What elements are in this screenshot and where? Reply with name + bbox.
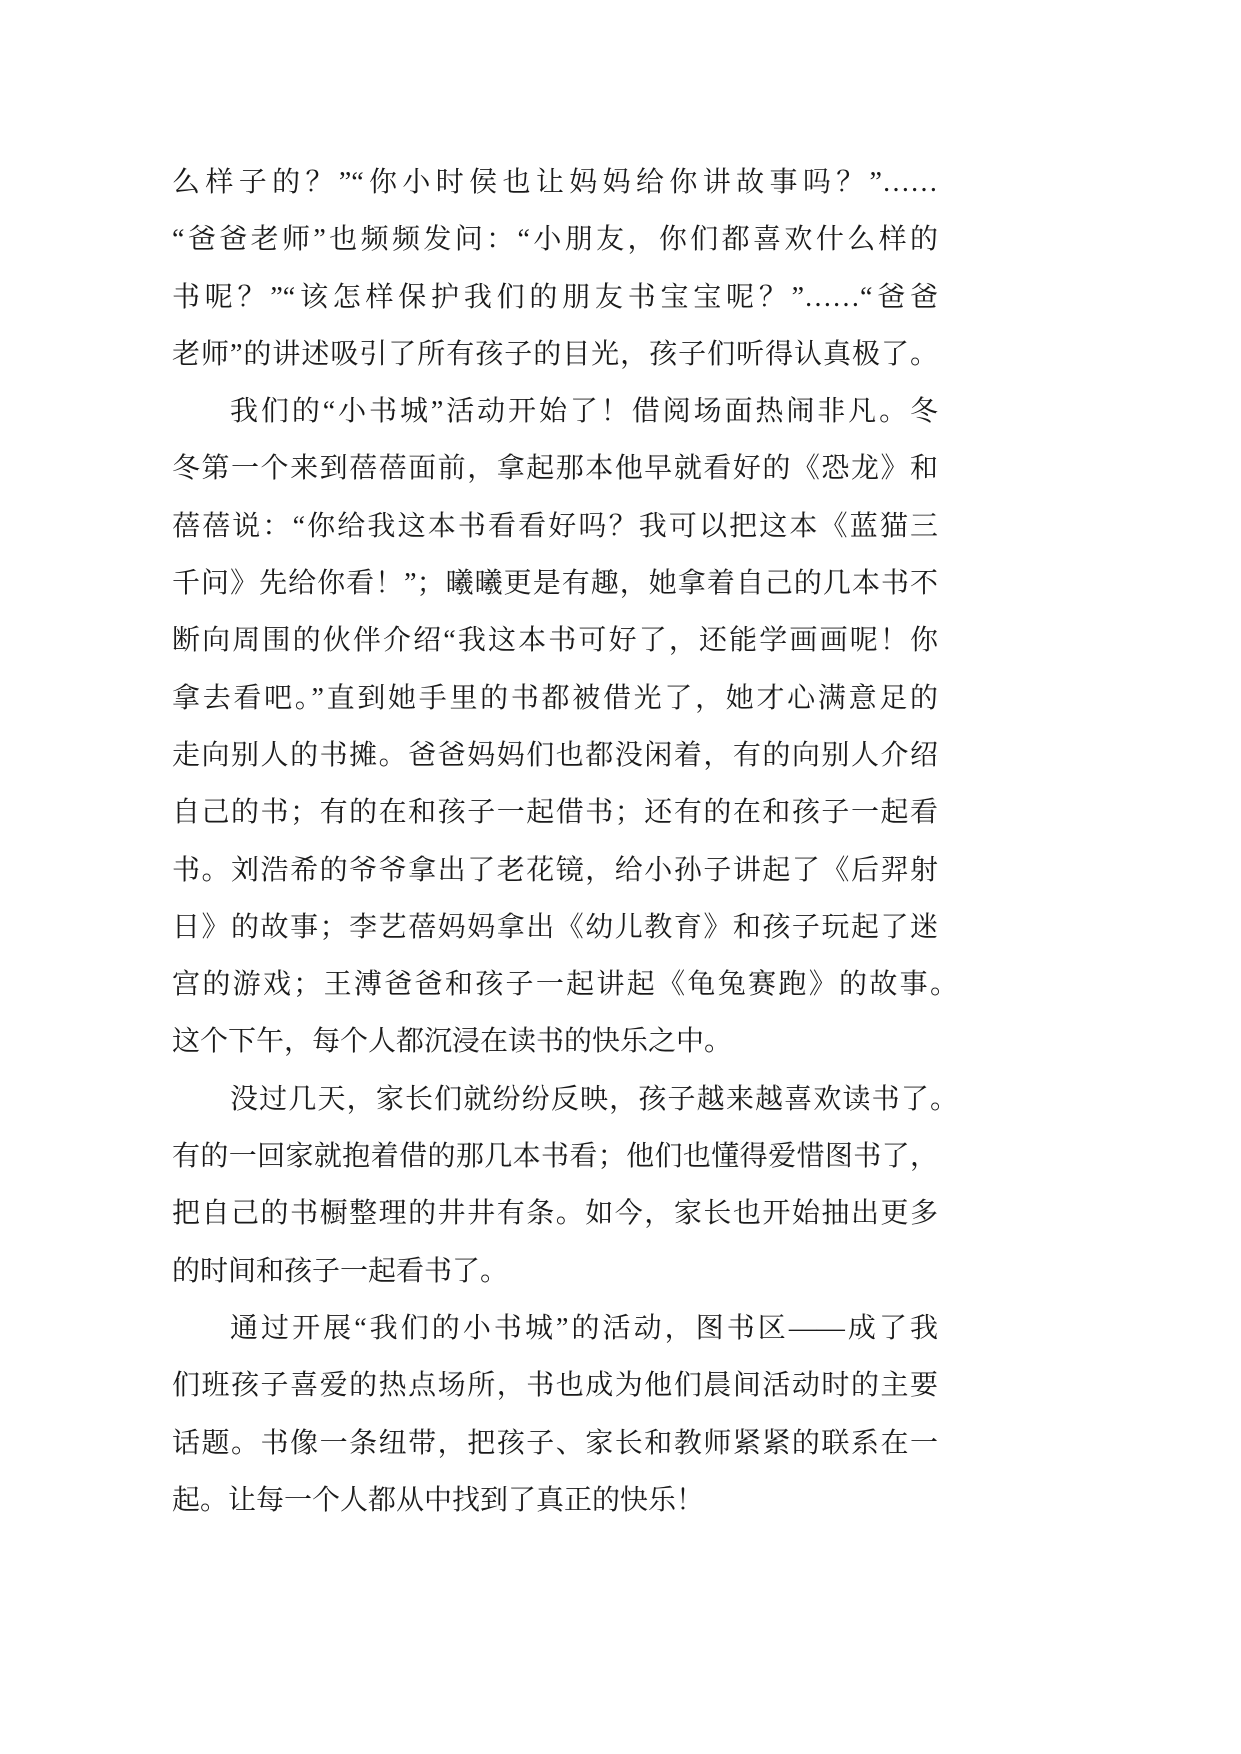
text-line: 没过几天，家长们就纷纷反映，孩子越来越喜欢读书了。 [230,1083,958,1115]
text-line: “爸爸老师”也频频发问：“小朋友，你们都喜欢什么样的 [172,224,938,256]
text-line: 千问》先给你看！”；曦曦更是有趣，她拿着自己的几本书不 [172,568,938,600]
text-line: 自己的书；有的在和孩子一起借书；还有的在和孩子一起看 [172,797,938,829]
document-page [172,154,958,1529]
paragraph [172,383,958,1071]
text-line: 书。刘浩希的爷爷拿出了老花镜，给小孙子讲起了《后羿射 [172,854,938,886]
text-line: 断向周围的伙伴介绍“我这本书可好了，还能学画画呢！你 [172,625,938,657]
paragraph [172,1071,958,1300]
text-line: 老师”的讲述吸引了所有孩子的目光，孩子们听得认真极了。 [172,338,938,370]
text-line: 有的一回家就抱着借的那几本书看；他们也懂得爱惜图书了， [172,1141,938,1173]
paragraph [172,1300,958,1529]
text-line: 这个下午，每个人都沉浸在读书的快乐之中。 [172,1026,733,1058]
text-line: 拿去看吧。”直到她手里的书都被借光了，她才心满意足的 [172,682,938,714]
text-line: 冬第一个来到蓓蓓面前，拿起那本他早就看好的《恐龙》和 [172,453,938,485]
text-line: 通过开展“我们的小书城”的活动，图书区——成了我 [230,1312,938,1344]
text-line: 话题。书像一条纽带，把孩子、家长和教师紧紧的联系在一 [172,1427,938,1459]
text-line: 走向别人的书摊。爸爸妈妈们也都没闲着，有的向别人介绍 [172,739,938,771]
paragraph [172,154,958,383]
text-line: 我们的“小书城”活动开始了！借阅场面热闹非凡。冬 [230,396,938,428]
text-line: 们班孩子喜爱的热点场所，书也成为他们晨间活动时的主要 [172,1370,938,1402]
text-line: 起。让每一个人都从中找到了真正的快乐！ [172,1484,705,1516]
text-line: 书呢？”“该怎样保护我们的朋友书宝宝呢？”……“爸爸 [172,281,938,313]
text-line: 把自己的书橱整理的井井有条。如今，家长也开始抽出更多 [172,1198,938,1230]
text-line: 么样子的？”“你小时侯也让妈妈给你讲故事吗？”…… [172,167,938,198]
text-line: 蓓蓓说：“你给我这本书看看好吗？我可以把这本《蓝猫三 [172,510,938,542]
text-line: 日》的故事；李艺蓓妈妈拿出《幼儿教育》和孩子玩起了迷 [172,911,938,943]
text-line: 的时间和孩子一起看书了。 [172,1255,509,1287]
text-line: 宫的游戏；王溥爸爸和孩子一起讲起《龟兔赛跑》的故事。 [172,969,958,1001]
